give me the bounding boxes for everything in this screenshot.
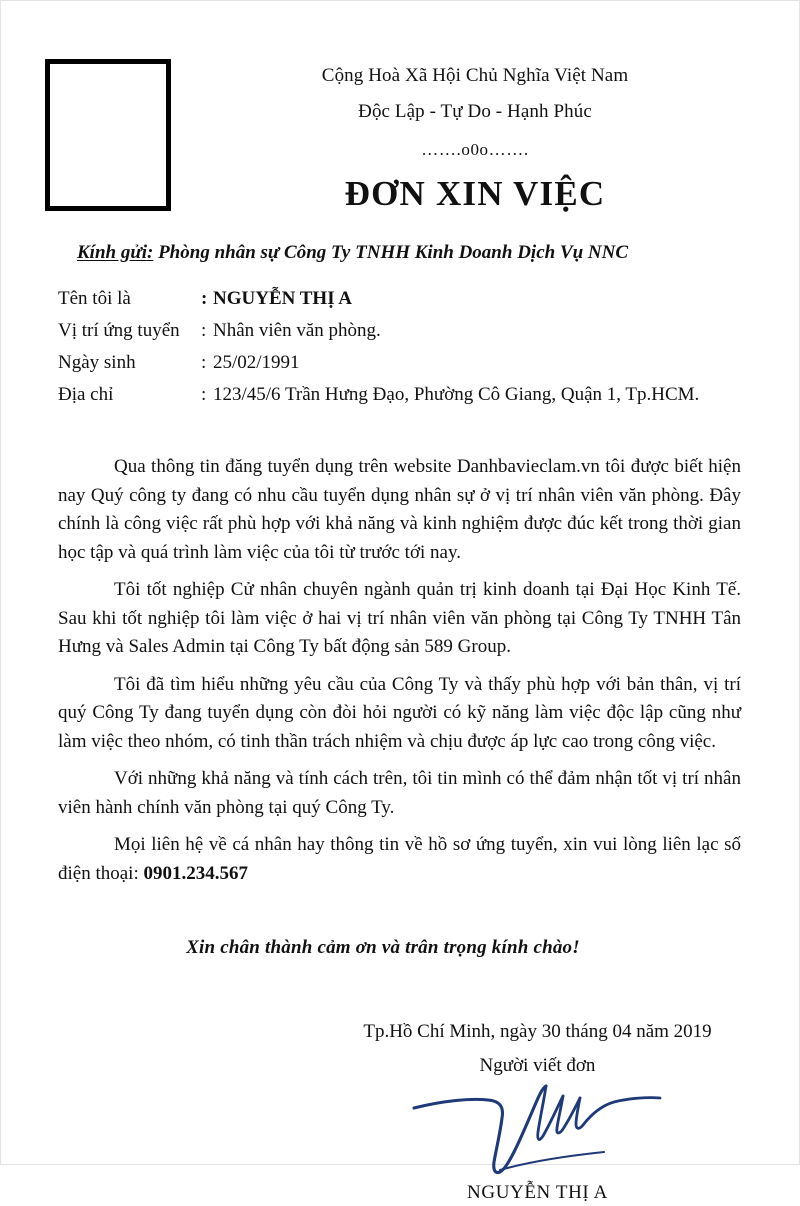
document-title: ĐƠN XIN VIỆC — [344, 174, 606, 213]
separator-ornament: …….o0o……. — [421, 140, 529, 159]
body-paragraph-1: Qua thông tin đăng tuyển dụng trên website Danhbavieclam.vn tôi được biết hiện nay Quý công ty đang có nhu cầu tuyển dụng nhân sự ở vị trí nhân viên văn phòng. Đây chính là công việc rất phù hợp với khả năng và kinh nghiệm được đúc kết trong thời gian học tập và quá trình làm việc của tôi từ trước tới nay. — [58, 456, 741, 563]
recipient-target: Phòng nhân sự Công Ty TNHH Kinh Doanh Dịch Vụ NNC — [153, 242, 629, 263]
info-row — [58, 315, 799, 347]
signature-place-date: Tp.Hồ Chí Minh, ngày 30 tháng 04 năm 2019 — [363, 1021, 712, 1042]
info-value-birthdate — [201, 347, 799, 379]
body-paragraph-5 — [58, 831, 741, 888]
applicant-name-value: NGUYỄN THỊ A — [213, 288, 353, 309]
letter-body — [1, 453, 799, 888]
colon-separator: : — [201, 320, 207, 341]
recipient-label: Kính gửi: — [77, 242, 154, 263]
document-header — [1, 1, 799, 233]
national-heading — [181, 61, 769, 163]
signature-block — [1, 1018, 799, 1206]
info-label-address: Địa chỉ — [58, 384, 114, 405]
signer-name: NGUYỄN THỊ A — [467, 1182, 608, 1203]
info-value-address — [201, 379, 799, 411]
national-title-line: Cộng Hoà Xã Hội Chủ Nghĩa Việt Nam — [321, 65, 629, 86]
info-value-position — [201, 315, 799, 347]
colon-separator: : — [201, 288, 208, 309]
recipient-line — [77, 239, 799, 267]
body-paragraph-4: Với những khả năng và tính cách trên, tôi tin mình có thể đảm nhận tốt vị trí nhân viên hành chính văn phòng tại quý Công Ty. — [58, 768, 741, 818]
colon-separator: : — [201, 384, 207, 405]
info-value-name — [201, 283, 799, 315]
applicant-info-block — [1, 283, 799, 411]
contact-phone-number: 0901.234.567 — [143, 862, 248, 884]
closing-salutation: Xin chân thành cảm ơn và trân trọng kính chào! — [186, 937, 580, 958]
info-label-birthdate: Ngày sinh — [58, 352, 136, 373]
photo-placeholder-box — [45, 59, 171, 211]
info-row — [58, 347, 799, 379]
info-label-position: Vị trí ứng tuyển — [58, 320, 180, 341]
national-motto-line: Độc Lập - Tự Do - Hạnh Phúc — [358, 101, 592, 122]
body-paragraph-3: Tôi đã tìm hiểu những yêu cầu của Công Ty và thấy phù hợp với bản thân, vị trí quý Công Ty đang tuyển dụng còn đòi hỏi người có kỹ năng làm việc độc lập cũng như làm việc theo nhóm, có tinh thần trách nhiệm và chịu được áp lực cao trong công việc. — [58, 673, 741, 752]
contact-sentence: Mọi liên hệ về cá nhân hay thông tin về hồ sơ ứng tuyển, xin vui lòng liên lạc số điện thoại: — [58, 834, 741, 884]
colon-separator: : — [201, 352, 207, 373]
body-paragraph-2: Tôi tốt nghiệp Cử nhân chuyên ngành quản trị kinh doanh tại Đại Học Kinh Tế. Sau khi tốt nghiệp tôi làm việc ở hai vị trí nhân viên văn phòng tại Công Ty TNHH Tân Hưng và Sales Admin tại Công Ty bất động sản 589 Group. — [58, 579, 741, 657]
info-row — [58, 379, 799, 411]
applicant-birthdate-value: 25/02/1991 — [213, 352, 300, 373]
info-row — [58, 283, 799, 315]
applicant-position-value: Nhân viên văn phòng. — [213, 320, 381, 341]
handwritten-signature — [276, 1082, 799, 1186]
applicant-address-value: 123/45/6 Trần Hưng Đạo, Phường Cô Giang, Quận 1, Tp.HCM. — [213, 384, 700, 405]
signature-role-label: Người viết đơn — [479, 1055, 596, 1076]
info-label-name: Tên tôi là — [58, 288, 131, 309]
